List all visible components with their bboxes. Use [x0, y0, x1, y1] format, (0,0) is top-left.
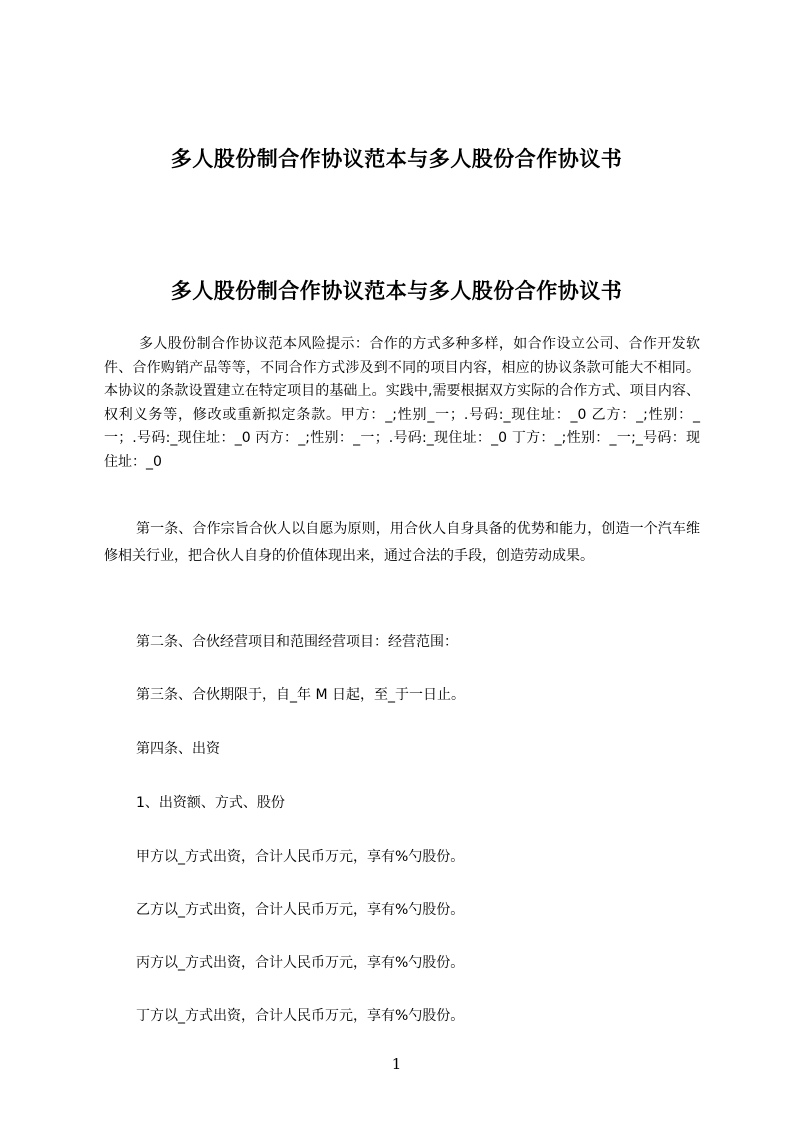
intro-paragraph: 多人股份制合作协议范本风险提示：合作的方式多种多样，如合作设立公司、合作开发软件、合作购销产品等等，不同合作方式涉及到不同的项目内容，相应的协议条款可能大不相同。本协议的条款设置建立在特定项目的基础上。实践中,需要根据双方实际的合作方式、项目内容、权利义务等，修改或重新拟定条款。甲方：_;性别_一；.号码:_现住址：_0 乙方：_;性别：_一；.号码:_现住址：_0 丙方：_;性别：_一；.号码:_现住址：_0 丁方：_;性别：_一;_号码：现住址：_0	[104, 336, 700, 470]
page-number: 1	[391, 1055, 402, 1073]
party-b-contribution: 乙方以_方式出资，合计人民币万元，享有%勺股份。	[136, 902, 465, 918]
party-a-contribution: 甲方以_方式出资，合计人民币万元，享有%勺股份。	[136, 849, 465, 865]
party-c-contribution: 丙方以_方式出资，合计人民币万元，享有%勺股份。	[136, 955, 465, 971]
document-header-title: 多人股份制合作协议范本与多人股份合作协议书	[170, 147, 623, 171]
article-4-heading: 第四条、出资	[136, 741, 220, 757]
article-1-paragraph: 第一条、合作宗旨合伙人以自愿为原则，用合伙人自身具备的优势和能力，创造一个汽车维修相关行业，把合伙人自身的价值体现出来，通过合法的手段，创造劳动成果。	[104, 521, 700, 564]
party-d-contribution: 丁方以_方式出资，合计人民币万元，享有%勺股份。	[136, 1008, 465, 1024]
article-2-line: 第二条、合伙经营项目和范围经营项目：经营范围：	[136, 634, 458, 650]
contribution-item-heading: 1、出资额、方式、股份	[136, 795, 285, 811]
article-3-line: 第三条、合伙期限于，自_年 M 日起，至_于一日止。	[136, 687, 465, 703]
document-title: 多人股份制合作协议范本与多人股份合作协议书	[170, 279, 623, 303]
